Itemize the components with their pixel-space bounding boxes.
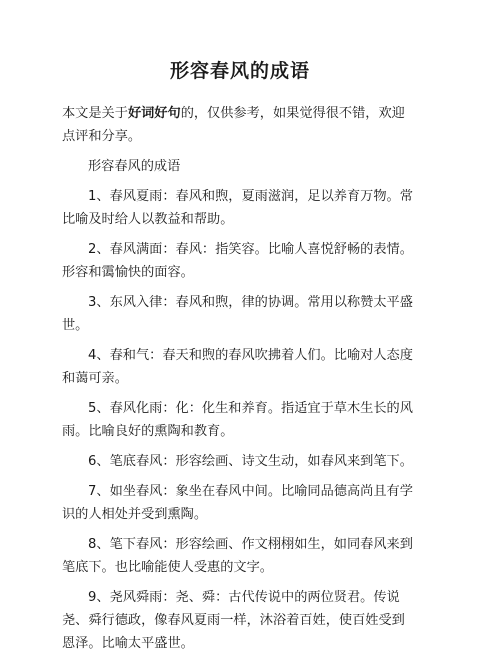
intro-prefix: 本文是关于: [62, 106, 128, 121]
idiom-item-6: 6、笔底春风：形容绘画、诗文生动，如春风来到笔下。: [88, 454, 413, 469]
idiom-item-8: 8、笔下春风：形容绘画、作文栩栩如生，如同春风来到笔底下。也比喻能使人受惠的文字。: [62, 537, 413, 575]
idiom-item-4: 4、春和气：春天和煦的春风吹拂着人们。比喻对人态度和蔼可亲。: [62, 348, 413, 386]
intro-keyword-link[interactable]: 好词好句: [127, 106, 181, 121]
idiom-item-5: 5、春风化雨：化：化生和养育。指适宜于草木生长的风雨。比喻良好的熏陶和教育。: [62, 401, 413, 439]
idiom-item-7: 7、如坐春风：象坐在春风中间。比喻同品德高尚且有学识的人相处并受到熏陶。: [62, 484, 413, 522]
idiom-item-3: 3、东风入律：春风和煦，律的协调。常用以称赞太平盛世。: [62, 295, 413, 333]
section-heading: 形容春风的成语: [88, 159, 181, 174]
document-title: 形容春风的成语: [169, 60, 310, 82]
idiom-item-1: 1、春风夏雨：春风和煦，夏雨滋润，足以养育万物。常比喻及时给人以教益和帮助。: [62, 189, 413, 227]
intro-suffix: 的，仅供参考，如果觉得很不错，欢迎点评和分享。: [62, 106, 405, 144]
idiom-item-2: 2、春风满面：春风：指笑容。比喻人喜悦舒畅的表情。形容和霭愉快的面容。: [62, 242, 413, 280]
idiom-item-9: 9、尧风舜雨：尧、舜：古代传说中的两位贤君。传说尧、舜行德政，像春风夏雨一样，沐浴着百姓，使百姓受到恩泽。比喻太平盛世。: [62, 590, 405, 651]
intro-paragraph: [62, 102, 418, 148]
document-body: [62, 102, 418, 655]
